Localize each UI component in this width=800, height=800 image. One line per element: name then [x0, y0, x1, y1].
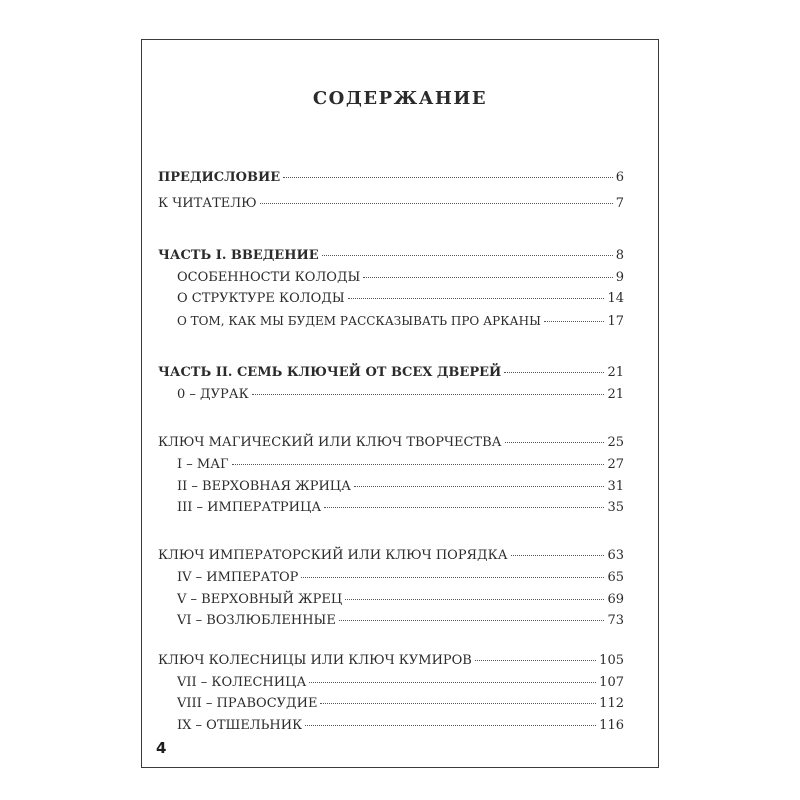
toc-entry-page: 112 — [599, 696, 624, 711]
toc-entry-label: ЧАСТЬ I. ВВЕДЕНИЕ — [158, 248, 319, 263]
dot-leader — [301, 576, 604, 578]
toc-entry-page: 69 — [607, 592, 624, 607]
dot-leader — [324, 506, 604, 508]
toc-entry-label: ПРЕДИСЛОВИЕ — [158, 170, 281, 185]
dot-leader — [505, 441, 605, 443]
toc-entry-page: 65 — [607, 570, 624, 585]
toc-entry-label: ЧАСТЬ II. СЕМЬ КЛЮЧЕЙ ОТ ВСЕХ ДВЕРЕЙ — [158, 365, 502, 380]
toc-entry-page: 35 — [607, 500, 624, 515]
toc-entry-label: VIII – ПРАВОСУДИЕ — [177, 696, 318, 711]
dot-leader — [283, 176, 613, 178]
toc-entry-page: 21 — [607, 387, 624, 402]
toc-entry — [158, 291, 624, 307]
toc-entry — [158, 675, 624, 691]
toc-entry — [158, 696, 624, 712]
dot-leader — [544, 320, 605, 322]
book-page — [141, 39, 659, 768]
dot-leader — [260, 202, 613, 204]
toc-entry — [158, 270, 624, 286]
toc-entry-page: 8 — [615, 248, 624, 263]
toc-entry-page: 7 — [615, 196, 624, 211]
toc-entry-page: 116 — [599, 718, 624, 733]
toc-entry — [158, 592, 624, 608]
toc-entry-page: 105 — [599, 653, 624, 668]
toc-entry-page: 14 — [607, 291, 624, 306]
toc-entry-label: КЛЮЧ КОЛЕСНИЦЫ ИЛИ КЛЮЧ КУМИРОВ — [158, 653, 472, 668]
toc-entry-label: VI – ВОЗЛЮБЛЕННЫЕ — [177, 613, 336, 628]
toc-entry-label: ОСОБЕННОСТИ КОЛОДЫ — [177, 270, 361, 285]
toc-entry-page: 25 — [607, 435, 624, 450]
toc-entry-label: IV – ИМПЕРАТОР — [177, 570, 299, 585]
toc-entry-key-magic — [158, 435, 624, 451]
page-title: СОДЕРЖАНИЕ — [312, 88, 488, 109]
toc-entry-to-reader — [158, 196, 624, 212]
toc-entry — [158, 613, 624, 629]
toc-entry-key-chariot — [158, 653, 624, 669]
toc-entry-page: 17 — [607, 314, 624, 329]
dot-leader — [511, 554, 605, 556]
toc-entry-page: 63 — [607, 548, 624, 563]
dot-leader — [339, 619, 605, 621]
dot-leader — [252, 393, 605, 395]
toc-entry-label: О ТОМ, КАК МЫ БУДЕМ РАССКАЗЫВАТЬ ПРО АРКАНЫ — [177, 314, 541, 328]
dot-leader — [305, 724, 596, 726]
toc-entry-label: IX – ОТШЕЛЬНИК — [177, 718, 303, 733]
toc-entry-label: К ЧИТАТЕЛЮ — [158, 196, 257, 211]
toc-entry-label: I – МАГ — [177, 457, 229, 472]
toc-entry-label: КЛЮЧ ИМПЕРАТОРСКИЙ ИЛИ КЛЮЧ ПОРЯДКА — [158, 548, 508, 563]
toc-entry-label: VII – КОЛЕСНИЦА — [177, 675, 307, 690]
toc-entry-page: 27 — [607, 457, 624, 472]
toc-entry-label: О СТРУКТУРЕ КОЛОДЫ — [177, 291, 345, 306]
toc-entry — [158, 570, 624, 586]
dot-leader — [348, 297, 605, 299]
toc-entry — [158, 500, 624, 516]
toc-entry-part-1 — [158, 248, 624, 264]
toc-entry-label: III – ИМПЕРАТРИЦА — [177, 500, 322, 515]
dot-leader — [309, 681, 596, 683]
toc-entry-label: 0 – ДУРАК — [177, 387, 249, 402]
dot-leader — [354, 485, 604, 487]
toc-entry — [158, 457, 624, 473]
toc-entry — [158, 313, 624, 330]
toc-entry-preface — [158, 170, 624, 186]
dot-leader — [363, 276, 612, 278]
toc-entry-page: 107 — [599, 675, 624, 690]
dot-leader — [345, 598, 604, 600]
toc-entry-part-2 — [158, 365, 624, 381]
page-number: 4 — [156, 739, 167, 757]
toc-entry-page: 31 — [607, 479, 624, 494]
toc-entry-label: II – ВЕРХОВНАЯ ЖРИЦА — [177, 479, 351, 494]
dot-leader — [475, 659, 596, 661]
toc-entry-page: 9 — [615, 270, 624, 285]
dot-leader — [320, 702, 596, 704]
dot-leader — [504, 371, 604, 373]
dot-leader — [322, 254, 613, 256]
toc-entry-page: 21 — [607, 365, 624, 380]
toc-entry-page: 73 — [607, 613, 624, 628]
toc-entry — [158, 479, 624, 495]
toc-entry-page: 6 — [615, 170, 624, 185]
toc-entry-key-order — [158, 548, 624, 564]
toc-entry — [158, 387, 624, 403]
toc-entry-label: V – ВЕРХОВНЫЙ ЖРЕЦ — [177, 592, 343, 607]
toc-entry-label: КЛЮЧ МАГИЧЕСКИЙ ИЛИ КЛЮЧ ТВОРЧЕСТВА — [158, 435, 502, 450]
dot-leader — [232, 463, 605, 465]
toc-entry — [158, 718, 624, 734]
